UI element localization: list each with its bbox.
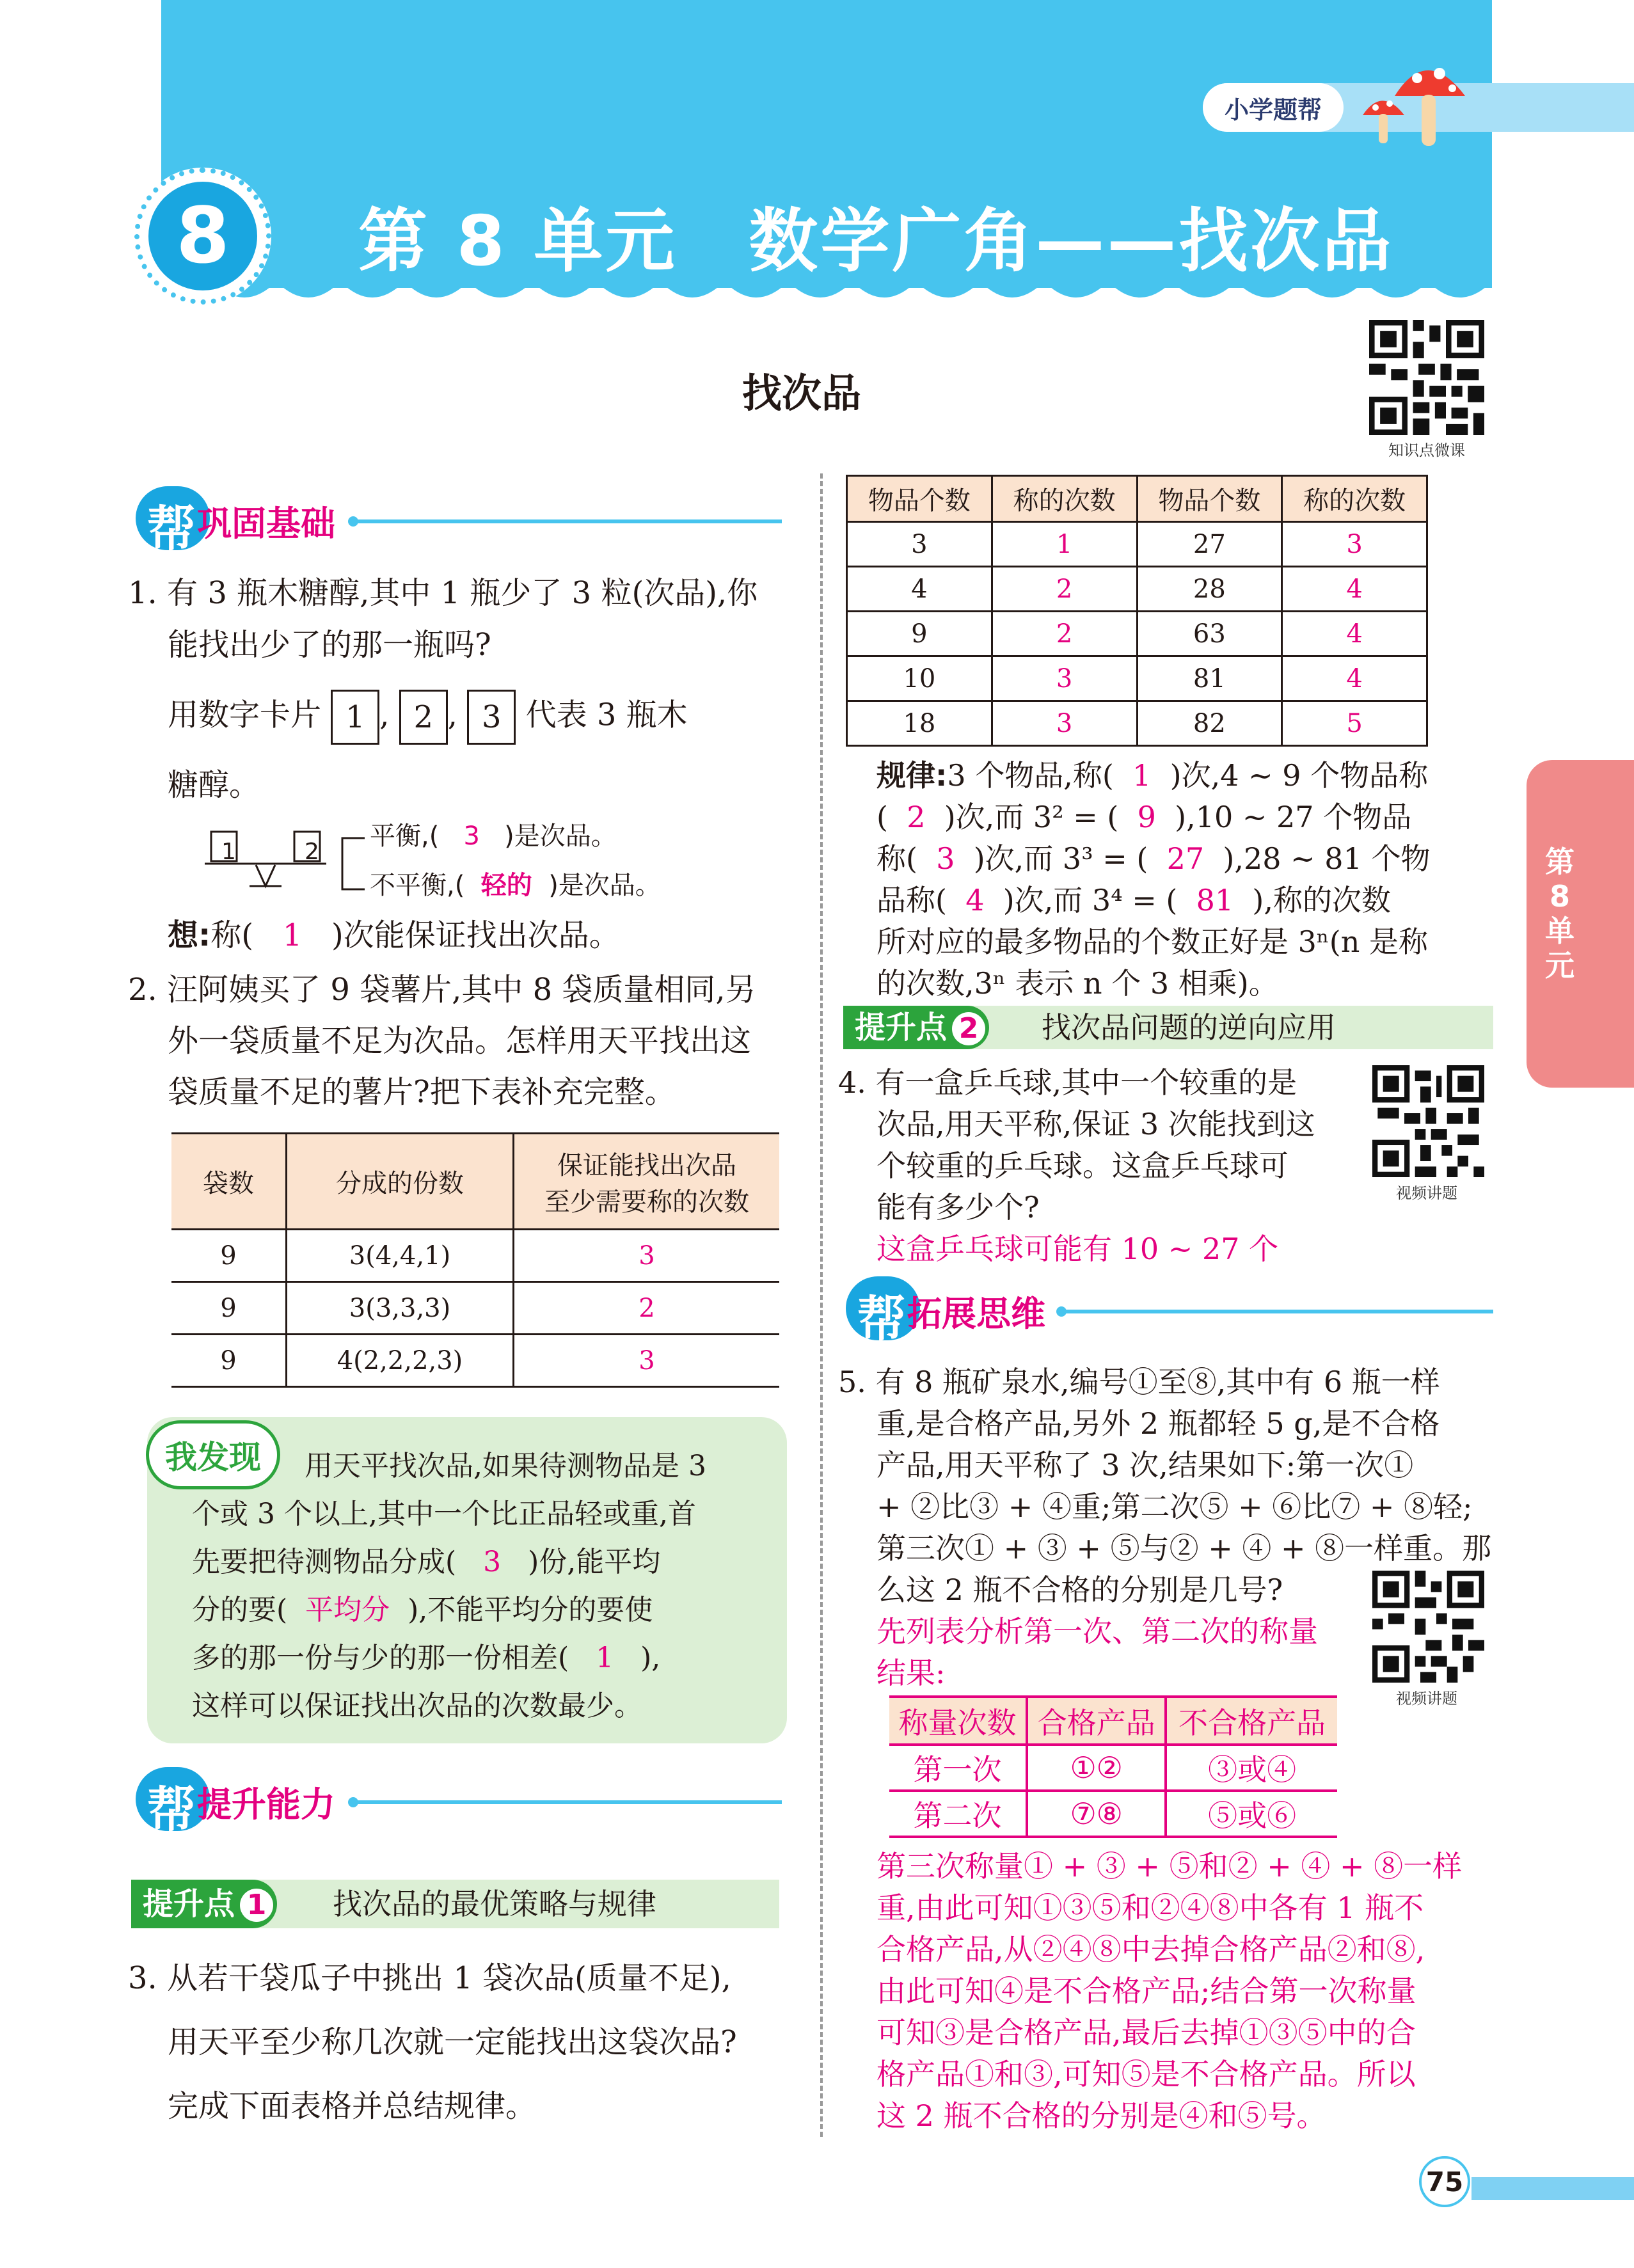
discover-badge: 我发现 [146,1420,280,1489]
point1-bar [131,1880,779,1928]
q5-answer-line2: 结果: [876,1656,946,1690]
header-bad: 不合格产品 [1178,1705,1326,1740]
q1-cards-suffix: 代表 3 瓶木 [525,697,688,733]
cell-answer: 3 [992,656,1137,701]
cell-answer: 1 [992,522,1137,567]
cell-bags: 9 [171,1335,287,1387]
q5-answer-line1: 先列表分析第一次、第二次的称量 [876,1614,1318,1649]
heading-consolidate [136,486,782,557]
cell-round: 第二次 [889,1791,1027,1837]
q3-table [846,475,1428,747]
header-bags: 袋数 [171,1134,287,1230]
discover-line5 [192,1638,660,1679]
bang-char: 帮 [147,1781,196,1838]
cell: 9 [847,612,992,656]
q5-line5: 第三次① + ③ + ⑤与② + ④ + ⑧一样重。那 [876,1531,1492,1566]
think-text-2: )次能保证找出次品。 [331,917,620,953]
q2-line2: 外一袋质量不足为次品。怎样用天平找出这 [168,1023,752,1059]
point-label: 提升点 [143,1886,235,1922]
q4-line1: 4. 有一盒乒乓球,其中一个较重的是 [838,1065,1297,1100]
q2-line1: 2. 汪阿姨买了 9 袋薯片,其中 8 袋质量相同,另 [128,972,756,1008]
q5-explain-1: 第三次称量① + ③ + ⑤和② + ④ + ⑧一样 [876,1849,1463,1883]
cell-answer: 3 [992,701,1137,746]
balance-answer: 3 [463,821,480,851]
q5-explain-2: 重,由此可知①③⑤和②④⑧中各有 1 瓶不 [876,1891,1424,1925]
rule-answer-3: 9 [1137,800,1156,834]
rule-text: 称( [876,841,917,876]
number-card-1: 1 [331,690,379,745]
heading-rule [1060,1310,1493,1313]
point-label: 提升点 [855,1010,948,1045]
rule-answer-2: 2 [907,800,926,834]
q1-line1: 1. 有 3 瓶木糖醇,其中 1 瓶少了 3 粒(次品),你 [128,575,758,611]
unbalance-end: )是次品。 [548,871,661,900]
qr-caption-video-q4: 视频讲题 [1396,1184,1457,1202]
q5-explain-6: 格产品①和③,可知⑤是不合格产品。所以 [876,2057,1416,2091]
cell-answer: 3 [1282,522,1427,567]
header-times-line2: 至少需要称的次数 [544,1187,749,1217]
discover-text: )份,能平均 [528,1546,661,1578]
unbalance-result [370,865,661,906]
think-label: 想: [168,917,211,953]
balance-text: 平衡,( [370,821,440,851]
rule-text: ),10 ~ 27 个物品 [1175,800,1412,834]
column-divider [820,473,823,2137]
point-number: 1 [240,1889,273,1922]
rule-answer-5: 27 [1166,841,1205,876]
balance-result [370,816,617,857]
point2-bar [843,1006,1493,1049]
heading-text: 巩固基础 [197,504,335,544]
cell-split: 3(4,4,1) [287,1230,514,1282]
balance-end: )是次品。 [504,821,617,851]
unit-number: 8 [148,182,257,290]
bang-char: 帮 [857,1290,906,1347]
rule-text: 品称( [876,883,947,917]
unit-title: 第 8 单元 数学广角——找次品 [358,202,1394,282]
q3-line2: 用天平至少称几次就一定能找出这袋次品? [168,2024,737,2060]
heading-text: 提升能力 [197,1784,335,1825]
rule-answer-7: 81 [1196,883,1234,917]
scale-right-label: 2 [305,839,319,865]
discover-line3 [192,1542,660,1583]
cell: 4 [847,567,992,612]
cell-bags: 9 [171,1282,287,1335]
table-row [171,1282,779,1335]
q3-line1: 3. 从若干袋瓜子中挑出 1 袋次品(质量不足), [128,1960,731,1996]
point-number: 2 [952,1012,985,1045]
q2-line3: 袋质量不足的薯片?把下表补充完整。 [168,1074,676,1110]
table-row [889,1745,1337,1791]
q4-line4: 能有多少个? [876,1190,1040,1225]
rule-line1 [876,755,1428,796]
think-answer: 1 [282,917,303,953]
cell-answer: 4 [1282,612,1427,656]
heading-rule [352,1800,782,1804]
rule-answer-4: 3 [936,841,955,876]
cell-answer: 4 [1282,567,1427,612]
qr-code-video-q4[interactable] [1372,1065,1484,1177]
brand-label: 小学题帮 [1203,83,1344,132]
cell: 10 [847,656,992,701]
cell-ok: ①② [1027,1745,1166,1791]
cell-times: 3 [514,1230,780,1282]
rule-text: ),28 ~ 81 个物 [1223,841,1431,876]
qr-code-video-q5[interactable] [1372,1571,1484,1683]
point2-label [843,1006,989,1049]
q1-line4: 糖醇。 [168,767,260,803]
discover-line1: 用天平找次品,如果待测物品是 3 [305,1450,706,1482]
cell: 63 [1137,612,1282,656]
cell-answer: 4 [1282,656,1427,701]
q5-explain-3: 合格产品,从②④⑧中去掉合格产品②和⑧, [876,1932,1425,1967]
number-card-3: 3 [467,690,516,745]
discover-line2: 个或 3 个以上,其中一个比正品轻或重,首 [192,1498,696,1530]
q5-explain-4: 由此可知④是不合格产品;结合第一次称量 [876,1974,1416,2008]
think-text-1: 称( [210,917,253,953]
cell-answer: 2 [992,567,1137,612]
cell-bad: ③或④ [1208,1752,1297,1787]
table-header-row [847,476,1427,522]
discover-text: 多的那一份与少的那一份相差( [192,1642,569,1674]
table-row [847,656,1427,701]
point1-label [131,1880,277,1928]
cell-bad: ⑤或⑥ [1208,1798,1297,1833]
point1-text: 找次品的最优策略与规律 [333,1887,656,1921]
discover-answer-2: 平均分 [305,1594,390,1626]
q4-line2: 次品,用天平称,保证 3 次能找到这 [876,1107,1315,1141]
cell-bags: 9 [171,1230,287,1282]
table-row [847,567,1427,612]
cell-answer: 5 [1282,701,1427,746]
rule-answer-6: 4 [965,883,985,917]
rule-answer-1: 1 [1132,758,1152,793]
table-row [171,1335,779,1387]
bang-char: 帮 [147,500,196,557]
table-row [847,612,1427,656]
header-times-line1: 保证能找出次品 [557,1150,736,1180]
cell-round: 第一次 [889,1745,1027,1791]
qr-caption-video-q5: 视频讲题 [1396,1690,1457,1708]
header-count: 物品个数 [847,476,992,522]
unit-number-badge [134,168,271,305]
rule-line6: 的次数,3ⁿ 表示 n 个 3 相乘)。 [876,966,1278,1001]
rule-text: )次,而 3² = ( [944,800,1119,834]
discover-answer-1: 3 [483,1546,502,1578]
rule-line3 [876,838,1430,879]
rule-text: )次,而 3⁴ = ( [1003,883,1178,917]
unbalance-answer: 轻的 [480,871,532,900]
table-row [847,522,1427,567]
header-round: 称量次数 [889,1697,1027,1745]
cell-times: 3 [514,1335,780,1387]
q2-table [171,1132,779,1388]
side-tab-label: 第8单元 [1545,845,1575,983]
cell-split: 3(3,3,3) [287,1282,514,1335]
header-ok: 合格产品 [1027,1697,1166,1745]
discover-text: ), [640,1642,661,1674]
q1-line2: 能找出少了的那一瓶吗? [168,627,491,663]
table-header-row [171,1134,779,1230]
header-times: 称的次数 [1282,476,1427,522]
cell-answer: 2 [992,612,1137,656]
q3-line3: 完成下面表格并总结规律。 [168,2088,537,2124]
discover-text: ),不能平均分的要使 [408,1594,653,1626]
rule-text: 3 个物品,称( [947,758,1114,793]
cell-ok: ⑦⑧ [1027,1791,1166,1837]
cell-times: 2 [514,1282,780,1335]
rule-text: ( [876,800,888,834]
discover-answer-3: 1 [596,1642,614,1674]
rule-line4 [876,880,1391,921]
unbalance-text: 不平衡,( [370,871,465,900]
cell: 82 [1137,701,1282,746]
table-row [847,701,1427,746]
heading-expand [846,1276,1493,1347]
rule-text: )次,而 3³ = ( [973,841,1148,876]
q4-answer: 这盒乒乓球可能有 10 ~ 27 个 [876,1232,1279,1266]
cell: 18 [847,701,992,746]
rule-text: ),称的次数 [1252,883,1391,917]
rule-line5: 所对应的最多物品的个数正好是 3ⁿ(n 是称 [876,924,1428,959]
qr-caption-lesson: 知识点微课 [1388,441,1465,459]
q5-explain-5: 可知③是合格产品,最后去掉①③⑤中的合 [876,2015,1416,2050]
table-row [171,1230,779,1282]
q5-line3: 产品,用天平称了 3 次,结果如下:第一次① [876,1448,1414,1482]
q5-table [889,1695,1337,1838]
heading-rule [352,519,782,523]
qr-code-lesson[interactable] [1369,320,1484,435]
cell: 28 [1137,567,1282,612]
table-header-row [889,1697,1337,1745]
q5-line1: 5. 有 8 瓶矿泉水,编号①至⑧,其中有 6 瓶一样 [838,1365,1440,1399]
q5-line4: + ②比③ + ④重;第二次⑤ + ⑥比⑦ + ⑧轻; [876,1489,1473,1524]
discover-line4 [192,1590,653,1631]
q5-line2: 重,是合格产品,另外 2 瓶都轻 5 g,是不合格 [876,1406,1440,1441]
cell: 27 [1137,522,1282,567]
discover-line6: 这样可以保证找出次品的次数最少。 [192,1690,642,1722]
q1-cards-prefix: 用数字卡片 [168,697,322,733]
discover-text: 先要把待测物品分成( [192,1546,457,1578]
header-split: 分成的份数 [287,1134,514,1230]
q1-cards-line: 用数字卡片 1 , 2 , 3 代表 3 瓶木 [168,690,688,745]
mushroom-icon [1356,51,1471,154]
header-times: 称的次数 [992,476,1137,522]
page-number: 75 [1419,2156,1470,2207]
rule-text: )次,4 ~ 9 个物品称 [1170,758,1429,793]
q5-explain-7: 这 2 瓶不合格的分别是④和⑤号。 [876,2098,1326,2133]
q5-line6: 么这 2 瓶不合格的分别是几号? [876,1573,1283,1607]
cell: 81 [1137,656,1282,701]
section-title: 找次品 [742,370,862,416]
point2-text: 找次品问题的逆向应用 [1042,1010,1336,1045]
page-number-bar [1471,2177,1634,2200]
cell: 3 [847,522,992,567]
heading-text: 拓展思维 [907,1294,1045,1334]
q4-line3: 个较重的乒乓球。这盒乒乓球可 [876,1148,1289,1183]
rule-line2 [876,797,1411,837]
header-count: 物品个数 [1137,476,1282,522]
q1-think [168,915,620,956]
cell-split: 4(2,2,2,3) [287,1335,514,1387]
scale-left-label: 1 [221,839,236,865]
header-times [514,1134,780,1230]
table-row [889,1791,1337,1837]
rule-label: 规律: [876,758,948,793]
heading-improve [136,1767,782,1838]
number-card-2: 2 [399,690,448,745]
discover-text: 分的要( [192,1594,288,1626]
